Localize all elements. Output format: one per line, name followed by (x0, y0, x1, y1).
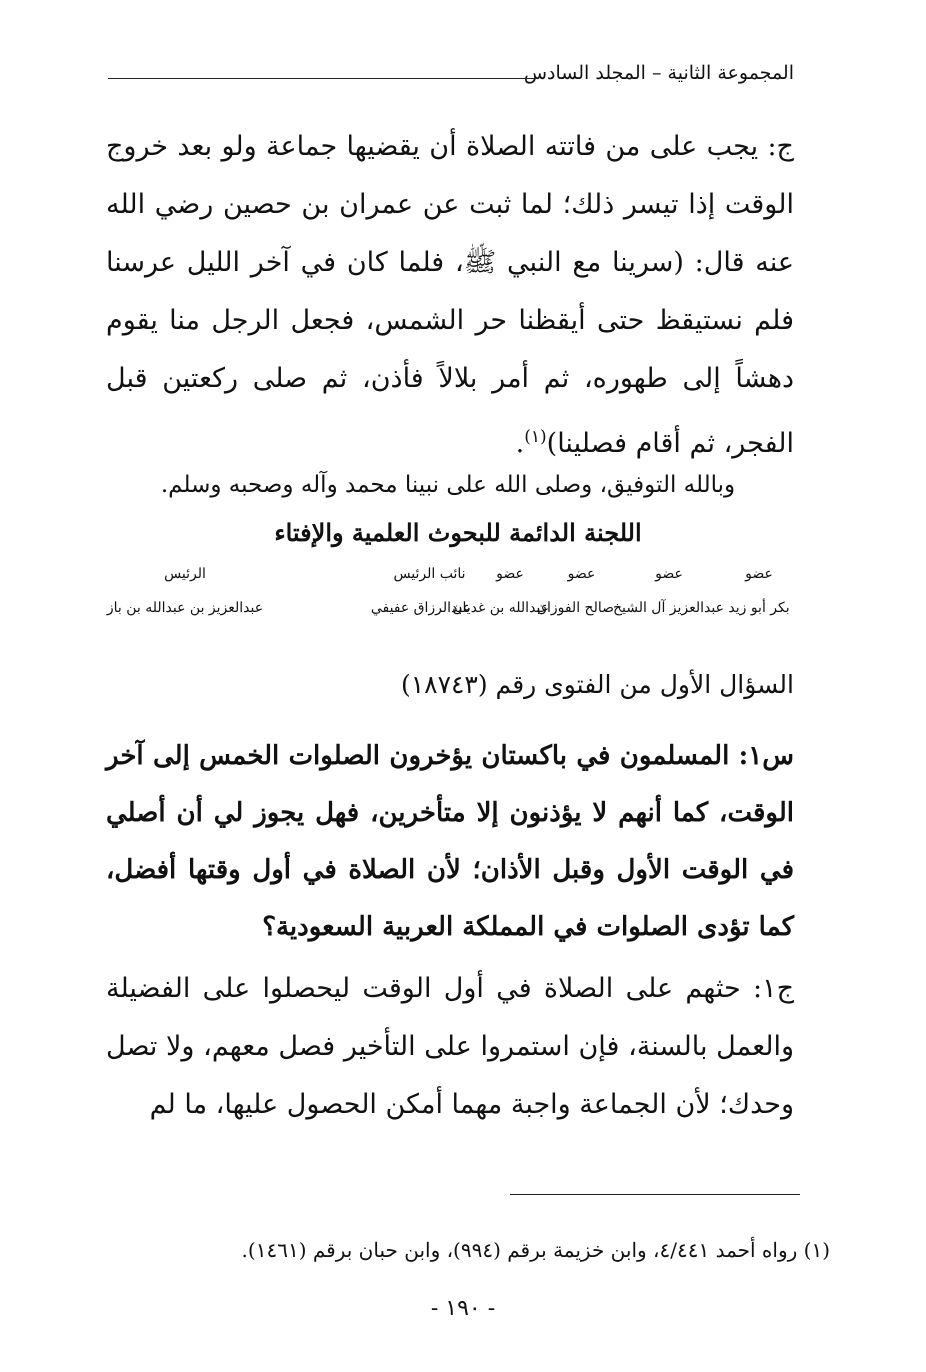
signatory-name: عبدالرزاق عفيفي (370, 600, 471, 616)
signature-titles (104, 566, 794, 582)
answer-text: ج: يجب على من فاتته الصلاة أن يقضيها جماعة ولو بعد خروج الوقت إذا تيسر ذلك؛ لما ثبت عن عمران بن حصين رضي الله عنه قال: (سرينا مع النبي ﷺ، فلما كان في آخر الليل عرسنا فلم نستيقظ حتى أيقظنا حر الشمس، فجعل الرجل منا يقوم دهشاً إلى طهوره، ثم أمر بلالاً فأذن، ثم صلى ركعتين قبل الفجر، ثم أقام فصلينا) (106, 131, 794, 459)
committee-name: اللجنة الدائمة للبحوث العلمية والإفتاء (274, 518, 642, 547)
signatory-name: عبدالعزيز آل الشيخ (612, 600, 724, 616)
signatory-name (266, 600, 388, 616)
signatory-name: عبدالله بن غديان (452, 600, 549, 616)
page-number: - ١٩٠ - (430, 1296, 496, 1321)
signature-title: الرئيس (164, 566, 206, 582)
signature-title: نائب الرئيس (393, 566, 466, 582)
running-title: المجموعة الثانية – المجلد السادس (523, 62, 794, 84)
answer-paragraph (106, 118, 794, 473)
question-paragraph: س١: المسلمون في باكستان يؤخرون الصلوات الخمس إلى آخر الوقت، كما أنهم لا يؤذنون إلا متأخرين، فهل يجوز لي أن أصلي في الوقت الأول وقبل الأذان؛ لأن الصلاة في أول وقتها أفضل، كما تؤدى الصلوات في المملكة العربية السعودية؟ (106, 741, 794, 942)
signature-title: عضو (655, 566, 683, 582)
answer-end: . (515, 428, 525, 459)
signature-title (266, 566, 388, 582)
signature-names (104, 600, 794, 616)
header-rule (108, 78, 538, 79)
signature-title: عضو (496, 566, 524, 582)
footnote-rule (510, 1194, 800, 1195)
answer-paragraph-2: ج١: حثهم على الصلاة في أول الوقت ليحصلوا على الفضيلة والعمل بالسنة، فإن استمروا على التأخير فصل معهم، ولا تصل وحدك؛ لأن الجماعة واجبة مهما أمكن الحصول عليها، ما لم (106, 973, 794, 1120)
footnote-marker: (١) (524, 427, 547, 447)
fatwa-heading: السؤال الأول من الفتوى رقم (١٨٧٤٣) (400, 670, 794, 699)
signatory-name: بكر أبو زيد (728, 600, 790, 616)
signature-title: عضو (745, 566, 773, 582)
closing-formula: وبالله التوفيق، وصلى الله على نبينا محمد وآله وصحبه وسلم. (160, 472, 736, 498)
signatory-name: عبدالعزيز بن عبدالله بن باز (106, 600, 264, 616)
signature-title: عضو (567, 566, 596, 582)
footnote: (١) رواه أحمد ٤/٤٤١، وابن خزيمة برقم (٩٩٤)، وابن حبان برقم (١٤٦١). (241, 1238, 830, 1262)
signatory-name: صالح الفوزان (536, 600, 614, 616)
